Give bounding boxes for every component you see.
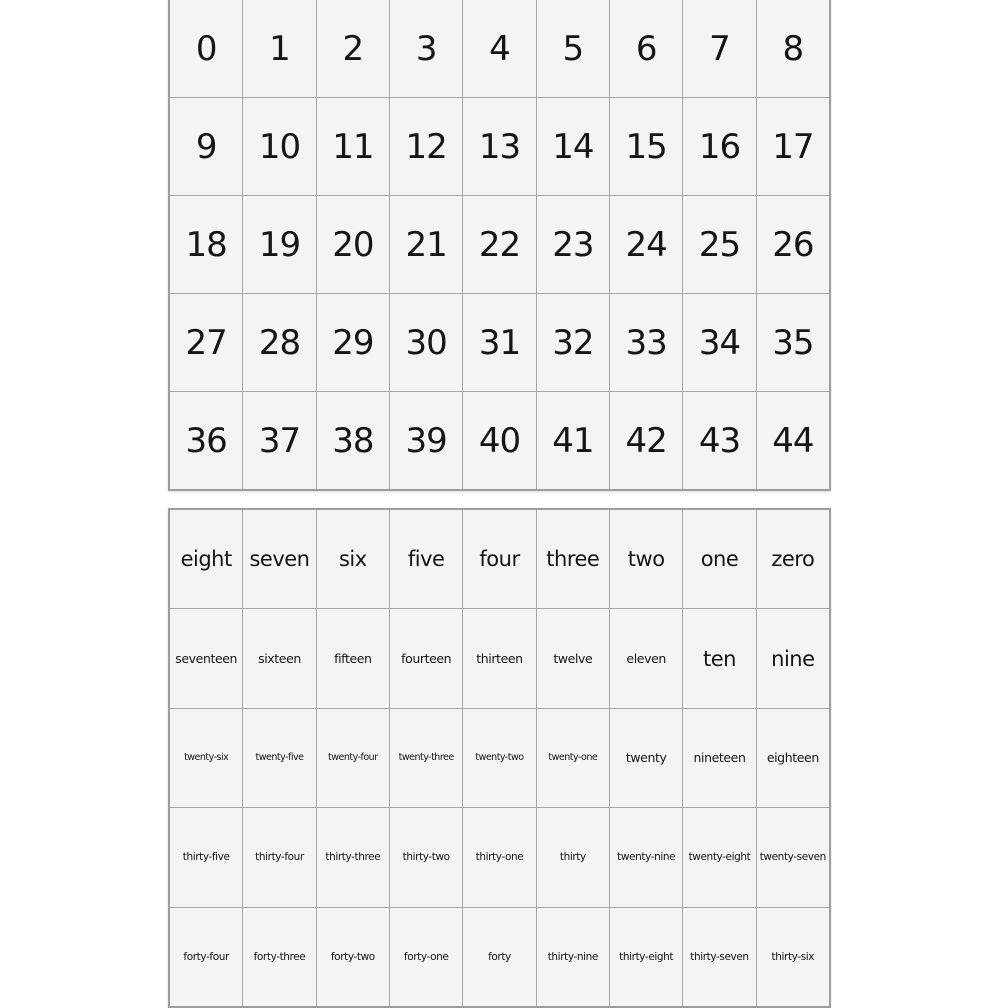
word-card-label: twelve <box>553 651 593 667</box>
word-card <box>537 609 609 707</box>
word-card <box>243 510 315 608</box>
number-card <box>317 0 389 97</box>
number-card-label: 17 <box>772 126 814 167</box>
word-card <box>317 609 389 707</box>
number-card-label: 24 <box>625 224 667 265</box>
number-card-label: 38 <box>332 420 374 461</box>
number-card <box>683 98 755 195</box>
word-card <box>170 510 242 608</box>
word-card <box>537 510 609 608</box>
number-card-label: 25 <box>698 224 741 265</box>
word-card <box>463 709 535 807</box>
number-card-label: 13 <box>478 126 521 167</box>
number-card-label: 0 <box>195 28 217 69</box>
word-card <box>463 510 535 608</box>
word-card <box>390 510 462 608</box>
number-card <box>537 0 609 97</box>
number-card-label: 34 <box>698 322 741 363</box>
word-card-label: seven <box>249 547 310 572</box>
word-card-label: thirty-two <box>402 851 450 864</box>
number-card-label: 23 <box>552 224 594 265</box>
word-card-label: one <box>700 547 739 572</box>
word-card <box>317 709 389 807</box>
number-card <box>757 294 829 391</box>
word-card-label: sixteen <box>258 651 301 667</box>
number-card <box>463 0 535 97</box>
word-card <box>170 908 242 1006</box>
number-card-label: 30 <box>405 322 447 363</box>
word-card-label: thirteen <box>476 651 523 667</box>
word-card <box>390 709 462 807</box>
word-card-label: thirty-seven <box>690 950 749 963</box>
number-card <box>463 196 535 293</box>
number-card-label: 20 <box>332 224 374 265</box>
word-card-label: twenty <box>625 750 667 766</box>
number-card-label: 18 <box>185 224 227 265</box>
number-card-label: 42 <box>625 420 667 461</box>
number-card-label: 32 <box>552 322 594 363</box>
word-card-label: thirty-nine <box>547 950 598 963</box>
word-card-label: twenty-eight <box>688 851 751 864</box>
word-card-label: forty-one <box>403 950 449 963</box>
word-card-label: forty-three <box>253 950 306 963</box>
number-card-label: 1 <box>269 28 290 69</box>
number-card-label: 39 <box>405 420 447 461</box>
number-card-label: 3 <box>415 28 437 69</box>
number-card <box>243 98 315 195</box>
word-card-label: twenty-seven <box>759 851 826 864</box>
number-card-label: 26 <box>772 224 814 265</box>
number-card <box>390 0 462 97</box>
number-card <box>463 392 535 489</box>
word-card <box>610 709 682 807</box>
number-card-label: 33 <box>625 322 667 363</box>
word-card-label: twenty-one <box>548 752 598 764</box>
word-card <box>683 510 755 608</box>
word-card <box>317 510 389 608</box>
word-card-label: fifteen <box>334 651 372 667</box>
word-cards-sheet <box>168 508 831 1008</box>
number-card <box>537 98 609 195</box>
word-card <box>243 808 315 906</box>
word-card-label: six <box>338 547 367 572</box>
number-card <box>170 392 242 489</box>
word-card <box>757 808 829 906</box>
number-card <box>170 294 242 391</box>
word-card-label: zero <box>771 547 815 572</box>
word-card-label: five <box>407 547 445 572</box>
number-card <box>390 392 462 489</box>
number-card-label: 43 <box>698 420 741 461</box>
word-card <box>757 908 829 1006</box>
word-card <box>463 908 535 1006</box>
word-card <box>537 908 609 1006</box>
number-card-label: 41 <box>552 420 594 461</box>
word-card <box>170 609 242 707</box>
number-card-label: 35 <box>772 322 814 363</box>
number-card-label: 29 <box>332 322 374 363</box>
word-card-label: thirty-six <box>771 950 815 963</box>
number-card-label: 27 <box>185 322 227 363</box>
number-card <box>537 196 609 293</box>
number-card <box>390 294 462 391</box>
word-card <box>390 908 462 1006</box>
number-card <box>610 0 682 97</box>
word-card-label: eighteen <box>766 750 819 766</box>
word-card-label: three <box>546 547 600 572</box>
number-card-label: 9 <box>195 126 217 167</box>
number-card-label: 6 <box>635 28 657 69</box>
number-card <box>390 196 462 293</box>
number-card <box>537 294 609 391</box>
number-card <box>610 392 682 489</box>
word-card-label: thirty-eight <box>619 950 674 963</box>
word-card <box>170 808 242 906</box>
word-card <box>683 709 755 807</box>
number-card <box>317 98 389 195</box>
number-card-label: 15 <box>625 126 667 167</box>
word-card-label: ten <box>703 646 736 671</box>
word-card <box>317 808 389 906</box>
number-card <box>757 392 829 489</box>
number-card-label: 8 <box>782 28 804 69</box>
word-card-label: twenty-nine <box>617 851 676 864</box>
word-card-label: nineteen <box>693 750 746 766</box>
number-card-label: 7 <box>709 28 730 69</box>
number-card-label: 44 <box>772 420 814 461</box>
word-card-label: eight <box>180 547 232 572</box>
word-card <box>683 609 755 707</box>
word-card-label: forty <box>488 950 511 963</box>
number-card <box>757 98 829 195</box>
word-card-label: thirty-one <box>475 851 524 864</box>
number-card <box>170 98 242 195</box>
word-card <box>610 808 682 906</box>
word-card-label: thirty <box>559 851 586 864</box>
number-card <box>757 0 829 97</box>
word-card <box>757 510 829 608</box>
number-card <box>683 0 755 97</box>
word-card <box>390 609 462 707</box>
word-card-label: twenty-four <box>328 752 378 764</box>
word-card <box>757 709 829 807</box>
word-card <box>683 908 755 1006</box>
number-card-label: 2 <box>342 28 364 69</box>
word-card-label: four <box>479 547 520 572</box>
word-card <box>537 808 609 906</box>
number-card <box>757 196 829 293</box>
number-card <box>170 196 242 293</box>
number-card <box>317 294 389 391</box>
word-card <box>463 808 535 906</box>
word-card <box>610 908 682 1006</box>
number-cards-sheet <box>168 0 831 491</box>
word-card <box>390 808 462 906</box>
word-card <box>610 609 682 707</box>
word-card-label: nine <box>771 646 815 671</box>
word-card <box>170 709 242 807</box>
number-card <box>243 0 315 97</box>
number-card-label: 11 <box>332 126 374 167</box>
number-card-label: 21 <box>405 224 447 265</box>
word-card-label: thirty-four <box>255 851 304 864</box>
word-card-label: twenty-six <box>184 752 229 764</box>
number-card <box>170 0 242 97</box>
word-card-label: thirty-five <box>182 851 230 864</box>
word-card-label: seventeen <box>175 651 238 667</box>
word-card <box>243 609 315 707</box>
number-card <box>610 196 682 293</box>
word-card <box>317 908 389 1006</box>
word-card-label: twenty-three <box>398 752 454 764</box>
word-card <box>463 609 535 707</box>
number-card <box>390 98 462 195</box>
number-card <box>463 294 535 391</box>
word-card-label: fourteen <box>401 651 452 667</box>
number-card <box>610 98 682 195</box>
word-card-label: eleven <box>626 651 666 667</box>
number-card-label: 16 <box>698 126 741 167</box>
number-card-label: 28 <box>258 322 301 363</box>
word-card <box>610 510 682 608</box>
word-card-label: twenty-two <box>475 752 524 764</box>
word-card <box>243 908 315 1006</box>
word-card-label: two <box>627 547 665 572</box>
number-card-label: 37 <box>258 420 301 461</box>
number-card-label: 31 <box>478 322 521 363</box>
number-card-label: 12 <box>405 126 447 167</box>
number-card-label: 40 <box>478 420 521 461</box>
word-card-label: twenty-five <box>255 752 304 764</box>
number-card <box>243 196 315 293</box>
number-card <box>463 98 535 195</box>
word-card <box>243 709 315 807</box>
word-card <box>757 609 829 707</box>
number-card <box>243 392 315 489</box>
number-card <box>243 294 315 391</box>
number-card <box>537 392 609 489</box>
word-card <box>537 709 609 807</box>
number-card-label: 19 <box>258 224 301 265</box>
number-card <box>683 294 755 391</box>
number-card-label: 22 <box>478 224 521 265</box>
number-card-label: 36 <box>185 420 227 461</box>
number-card <box>317 196 389 293</box>
word-card-label: thirty-three <box>325 851 381 864</box>
number-card <box>317 392 389 489</box>
number-card <box>683 196 755 293</box>
word-card-label: forty-four <box>183 950 229 963</box>
number-card <box>610 294 682 391</box>
number-card-label: 14 <box>552 126 594 167</box>
number-card-label: 5 <box>562 28 584 69</box>
word-card-label: forty-two <box>330 950 375 963</box>
number-card <box>683 392 755 489</box>
number-card-label: 10 <box>258 126 301 167</box>
number-card-label: 4 <box>489 28 510 69</box>
word-card <box>683 808 755 906</box>
